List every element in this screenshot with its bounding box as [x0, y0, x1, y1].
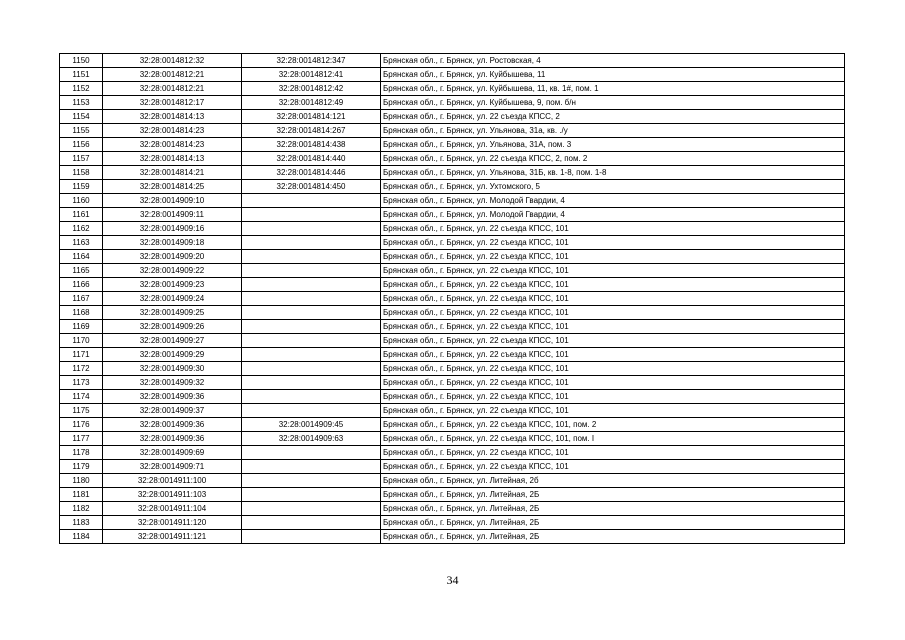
table-row — [60, 376, 845, 390]
table-row — [60, 292, 845, 306]
table-row — [60, 348, 845, 362]
row-number-cell: 1184 — [60, 530, 103, 544]
table-row — [60, 138, 845, 152]
address-cell: Брянская обл., г. Брянск, ул. Литейная, 2Б — [381, 502, 845, 516]
cadastral-number-cell: 32:28:0014814:21 — [103, 166, 242, 180]
cadastral-number-cell: 32:28:0014909:27 — [103, 334, 242, 348]
address-cell: Брянская обл., г. Брянск, ул. Ростовская, 4 — [381, 54, 845, 68]
sub-cadastral-number-cell — [242, 334, 381, 348]
address-cell: Брянская обл., г. Брянск, ул. 22 съезда КПСС, 101 — [381, 390, 845, 404]
address-cell: Брянская обл., г. Брянск, ул. Литейная, 2б — [381, 474, 845, 488]
row-number-cell: 1154 — [60, 110, 103, 124]
sub-cadastral-number-cell — [242, 306, 381, 320]
row-number-cell: 1179 — [60, 460, 103, 474]
row-number-cell: 1161 — [60, 208, 103, 222]
sub-cadastral-number-cell: 32:28:0014814:267 — [242, 124, 381, 138]
address-cell: Брянская обл., г. Брянск, ул. 22 съезда КПСС, 101, пом. I — [381, 432, 845, 446]
table-row — [60, 488, 845, 502]
address-cell: Брянская обл., г. Брянск, ул. Ульянова, 31А, пом. 3 — [381, 138, 845, 152]
sub-cadastral-number-cell — [242, 502, 381, 516]
cadastral-number-cell: 32:28:0014911:103 — [103, 488, 242, 502]
cadastral-number-cell: 32:28:0014909:18 — [103, 236, 242, 250]
address-cell: Брянская обл., г. Брянск, ул. 22 съезда КПСС, 2 — [381, 110, 845, 124]
table-row — [60, 180, 845, 194]
address-cell: Брянская обл., г. Брянск, ул. 22 съезда КПСС, 101 — [381, 348, 845, 362]
cadastral-number-cell: 32:28:0014909:37 — [103, 404, 242, 418]
table-row — [60, 334, 845, 348]
register-table-container — [59, 53, 845, 544]
address-cell: Брянская обл., г. Брянск, ул. 22 съезда КПСС, 101, пом. 2 — [381, 418, 845, 432]
address-cell: Брянская обл., г. Брянск, ул. 22 съезда КПСС, 101 — [381, 306, 845, 320]
address-cell: Брянская обл., г. Брянск, ул. Литейная, 2Б — [381, 488, 845, 502]
row-number-cell: 1151 — [60, 68, 103, 82]
cadastral-number-cell: 32:28:0014814:13 — [103, 110, 242, 124]
row-number-cell: 1158 — [60, 166, 103, 180]
cadastral-number-cell: 32:28:0014909:23 — [103, 278, 242, 292]
cadastral-number-cell: 32:28:0014909:16 — [103, 222, 242, 236]
table-row — [60, 54, 845, 68]
address-cell: Брянская обл., г. Брянск, ул. 22 съезда КПСС, 101 — [381, 320, 845, 334]
cadastral-number-cell: 32:28:0014909:25 — [103, 306, 242, 320]
sub-cadastral-number-cell — [242, 194, 381, 208]
cadastral-number-cell: 32:28:0014909:24 — [103, 292, 242, 306]
sub-cadastral-number-cell: 32:28:0014909:63 — [242, 432, 381, 446]
row-number-cell: 1176 — [60, 418, 103, 432]
row-number-cell: 1173 — [60, 376, 103, 390]
address-cell: Брянская обл., г. Брянск, ул. Литейная, 2Б — [381, 530, 845, 544]
cadastral-number-cell: 32:28:0014909:20 — [103, 250, 242, 264]
table-row — [60, 306, 845, 320]
cadastral-number-cell: 32:28:0014814:23 — [103, 138, 242, 152]
row-number-cell: 1175 — [60, 404, 103, 418]
register-table — [59, 53, 845, 544]
sub-cadastral-number-cell — [242, 446, 381, 460]
address-cell: Брянская обл., г. Брянск, ул. Куйбышева, 11 — [381, 68, 845, 82]
address-cell: Брянская обл., г. Брянск, ул. 22 съезда КПСС, 101 — [381, 376, 845, 390]
table-row — [60, 208, 845, 222]
address-cell: Брянская обл., г. Брянск, ул. 22 съезда КПСС, 101 — [381, 460, 845, 474]
table-row — [60, 264, 845, 278]
row-number-cell: 1166 — [60, 278, 103, 292]
sub-cadastral-number-cell: 32:28:0014812:49 — [242, 96, 381, 110]
cadastral-number-cell: 32:28:0014909:36 — [103, 418, 242, 432]
sub-cadastral-number-cell — [242, 292, 381, 306]
cadastral-number-cell: 32:28:0014911:100 — [103, 474, 242, 488]
sub-cadastral-number-cell — [242, 390, 381, 404]
cadastral-number-cell: 32:28:0014911:104 — [103, 502, 242, 516]
cadastral-number-cell: 32:28:0014812:21 — [103, 68, 242, 82]
address-cell: Брянская обл., г. Брянск, ул. 22 съезда КПСС, 101 — [381, 446, 845, 460]
cadastral-number-cell: 32:28:0014814:23 — [103, 124, 242, 138]
table-row — [60, 124, 845, 138]
cadastral-number-cell: 32:28:0014812:32 — [103, 54, 242, 68]
sub-cadastral-number-cell — [242, 516, 381, 530]
row-number-cell: 1150 — [60, 54, 103, 68]
sub-cadastral-number-cell — [242, 208, 381, 222]
sub-cadastral-number-cell — [242, 488, 381, 502]
sub-cadastral-number-cell: 32:28:0014814:446 — [242, 166, 381, 180]
row-number-cell: 1183 — [60, 516, 103, 530]
table-row — [60, 418, 845, 432]
row-number-cell: 1165 — [60, 264, 103, 278]
cadastral-number-cell: 32:28:0014909:69 — [103, 446, 242, 460]
table-row — [60, 404, 845, 418]
cadastral-number-cell: 32:28:0014909:29 — [103, 348, 242, 362]
sub-cadastral-number-cell — [242, 250, 381, 264]
sub-cadastral-number-cell — [242, 348, 381, 362]
cadastral-number-cell: 32:28:0014909:71 — [103, 460, 242, 474]
address-cell: Брянская обл., г. Брянск, ул. 22 съезда КПСС, 101 — [381, 264, 845, 278]
sub-cadastral-number-cell: 32:28:0014812:42 — [242, 82, 381, 96]
table-row — [60, 530, 845, 544]
cadastral-number-cell: 32:28:0014909:22 — [103, 264, 242, 278]
sub-cadastral-number-cell: 32:28:0014812:41 — [242, 68, 381, 82]
row-number-cell: 1171 — [60, 348, 103, 362]
row-number-cell: 1156 — [60, 138, 103, 152]
table-row — [60, 390, 845, 404]
address-cell: Брянская обл., г. Брянск, ул. Молодой Гвардии, 4 — [381, 194, 845, 208]
sub-cadastral-number-cell: 32:28:0014814:450 — [242, 180, 381, 194]
sub-cadastral-number-cell — [242, 376, 381, 390]
sub-cadastral-number-cell — [242, 460, 381, 474]
address-cell: Брянская обл., г. Брянск, ул. 22 съезда КПСС, 101 — [381, 362, 845, 376]
row-number-cell: 1152 — [60, 82, 103, 96]
sub-cadastral-number-cell: 32:28:0014814:121 — [242, 110, 381, 124]
table-row — [60, 516, 845, 530]
address-cell: Брянская обл., г. Брянск, ул. 22 съезда КПСС, 101 — [381, 404, 845, 418]
table-row — [60, 446, 845, 460]
sub-cadastral-number-cell — [242, 530, 381, 544]
table-row — [60, 82, 845, 96]
table-row — [60, 278, 845, 292]
table-row — [60, 166, 845, 180]
address-cell: Брянская обл., г. Брянск, ул. 22 съезда КПСС, 2, пом. 2 — [381, 152, 845, 166]
address-cell: Брянская обл., г. Брянск, ул. Литейная, 2Б — [381, 516, 845, 530]
sub-cadastral-number-cell — [242, 264, 381, 278]
cadastral-number-cell: 32:28:0014814:13 — [103, 152, 242, 166]
cadastral-number-cell: 32:28:0014909:36 — [103, 432, 242, 446]
address-cell: Брянская обл., г. Брянск, ул. Молодой Гвардии, 4 — [381, 208, 845, 222]
table-row — [60, 250, 845, 264]
row-number-cell: 1170 — [60, 334, 103, 348]
address-cell: Брянская обл., г. Брянск, ул. Куйбышева, 11, кв. 1#, пом. 1 — [381, 82, 845, 96]
row-number-cell: 1182 — [60, 502, 103, 516]
sub-cadastral-number-cell — [242, 474, 381, 488]
cadastral-number-cell: 32:28:0014812:21 — [103, 82, 242, 96]
row-number-cell: 1163 — [60, 236, 103, 250]
address-cell: Брянская обл., г. Брянск, ул. Ульянова, 31Б, кв. 1-8, пом. 1-8 — [381, 166, 845, 180]
row-number-cell: 1162 — [60, 222, 103, 236]
cadastral-number-cell: 32:28:0014909:11 — [103, 208, 242, 222]
register-table-body — [60, 54, 845, 544]
cadastral-number-cell: 32:28:0014909:32 — [103, 376, 242, 390]
table-row — [60, 222, 845, 236]
sub-cadastral-number-cell — [242, 278, 381, 292]
table-row — [60, 432, 845, 446]
address-cell: Брянская обл., г. Брянск, ул. Ульянова, 31а, кв. ./у — [381, 124, 845, 138]
page-number: 34 — [446, 573, 459, 587]
row-number-cell: 1160 — [60, 194, 103, 208]
sub-cadastral-number-cell — [242, 362, 381, 376]
cadastral-number-cell: 32:28:0014909:30 — [103, 362, 242, 376]
address-cell: Брянская обл., г. Брянск, ул. 22 съезда КПСС, 101 — [381, 250, 845, 264]
sub-cadastral-number-cell — [242, 320, 381, 334]
row-number-cell: 1155 — [60, 124, 103, 138]
table-row — [60, 502, 845, 516]
row-number-cell: 1153 — [60, 96, 103, 110]
row-number-cell: 1180 — [60, 474, 103, 488]
sub-cadastral-number-cell: 32:28:0014909:45 — [242, 418, 381, 432]
sub-cadastral-number-cell — [242, 222, 381, 236]
address-cell: Брянская обл., г. Брянск, ул. Ухтомского, 5 — [381, 180, 845, 194]
sub-cadastral-number-cell: 32:28:0014814:440 — [242, 152, 381, 166]
row-number-cell: 1172 — [60, 362, 103, 376]
sub-cadastral-number-cell — [242, 236, 381, 250]
table-row — [60, 460, 845, 474]
row-number-cell: 1164 — [60, 250, 103, 264]
sub-cadastral-number-cell: 32:28:0014814:438 — [242, 138, 381, 152]
row-number-cell: 1181 — [60, 488, 103, 502]
row-number-cell: 1168 — [60, 306, 103, 320]
table-row — [60, 474, 845, 488]
cadastral-number-cell: 32:28:0014812:17 — [103, 96, 242, 110]
address-cell: Брянская обл., г. Брянск, ул. 22 съезда КПСС, 101 — [381, 292, 845, 306]
cadastral-number-cell: 32:28:0014814:25 — [103, 180, 242, 194]
cadastral-number-cell: 32:28:0014909:26 — [103, 320, 242, 334]
table-row — [60, 320, 845, 334]
address-cell: Брянская обл., г. Брянск, ул. 22 съезда КПСС, 101 — [381, 334, 845, 348]
cadastral-number-cell: 32:28:0014911:121 — [103, 530, 242, 544]
table-row — [60, 236, 845, 250]
sub-cadastral-number-cell: 32:28:0014812:347 — [242, 54, 381, 68]
table-row — [60, 68, 845, 82]
row-number-cell: 1174 — [60, 390, 103, 404]
row-number-cell: 1159 — [60, 180, 103, 194]
row-number-cell: 1178 — [60, 446, 103, 460]
cadastral-number-cell: 32:28:0014909:10 — [103, 194, 242, 208]
row-number-cell: 1167 — [60, 292, 103, 306]
table-row — [60, 96, 845, 110]
table-row — [60, 362, 845, 376]
table-row — [60, 152, 845, 166]
row-number-cell: 1169 — [60, 320, 103, 334]
row-number-cell: 1177 — [60, 432, 103, 446]
table-row — [60, 110, 845, 124]
cadastral-number-cell: 32:28:0014911:120 — [103, 516, 242, 530]
row-number-cell: 1157 — [60, 152, 103, 166]
address-cell: Брянская обл., г. Брянск, ул. 22 съезда КПСС, 101 — [381, 222, 845, 236]
address-cell: Брянская обл., г. Брянск, ул. 22 съезда КПСС, 101 — [381, 236, 845, 250]
address-cell: Брянская обл., г. Брянск, ул. 22 съезда КПСС, 101 — [381, 278, 845, 292]
sub-cadastral-number-cell — [242, 404, 381, 418]
address-cell: Брянская обл., г. Брянск, ул. Куйбышева, 9, пом. б/н — [381, 96, 845, 110]
cadastral-number-cell: 32:28:0014909:36 — [103, 390, 242, 404]
table-row — [60, 194, 845, 208]
